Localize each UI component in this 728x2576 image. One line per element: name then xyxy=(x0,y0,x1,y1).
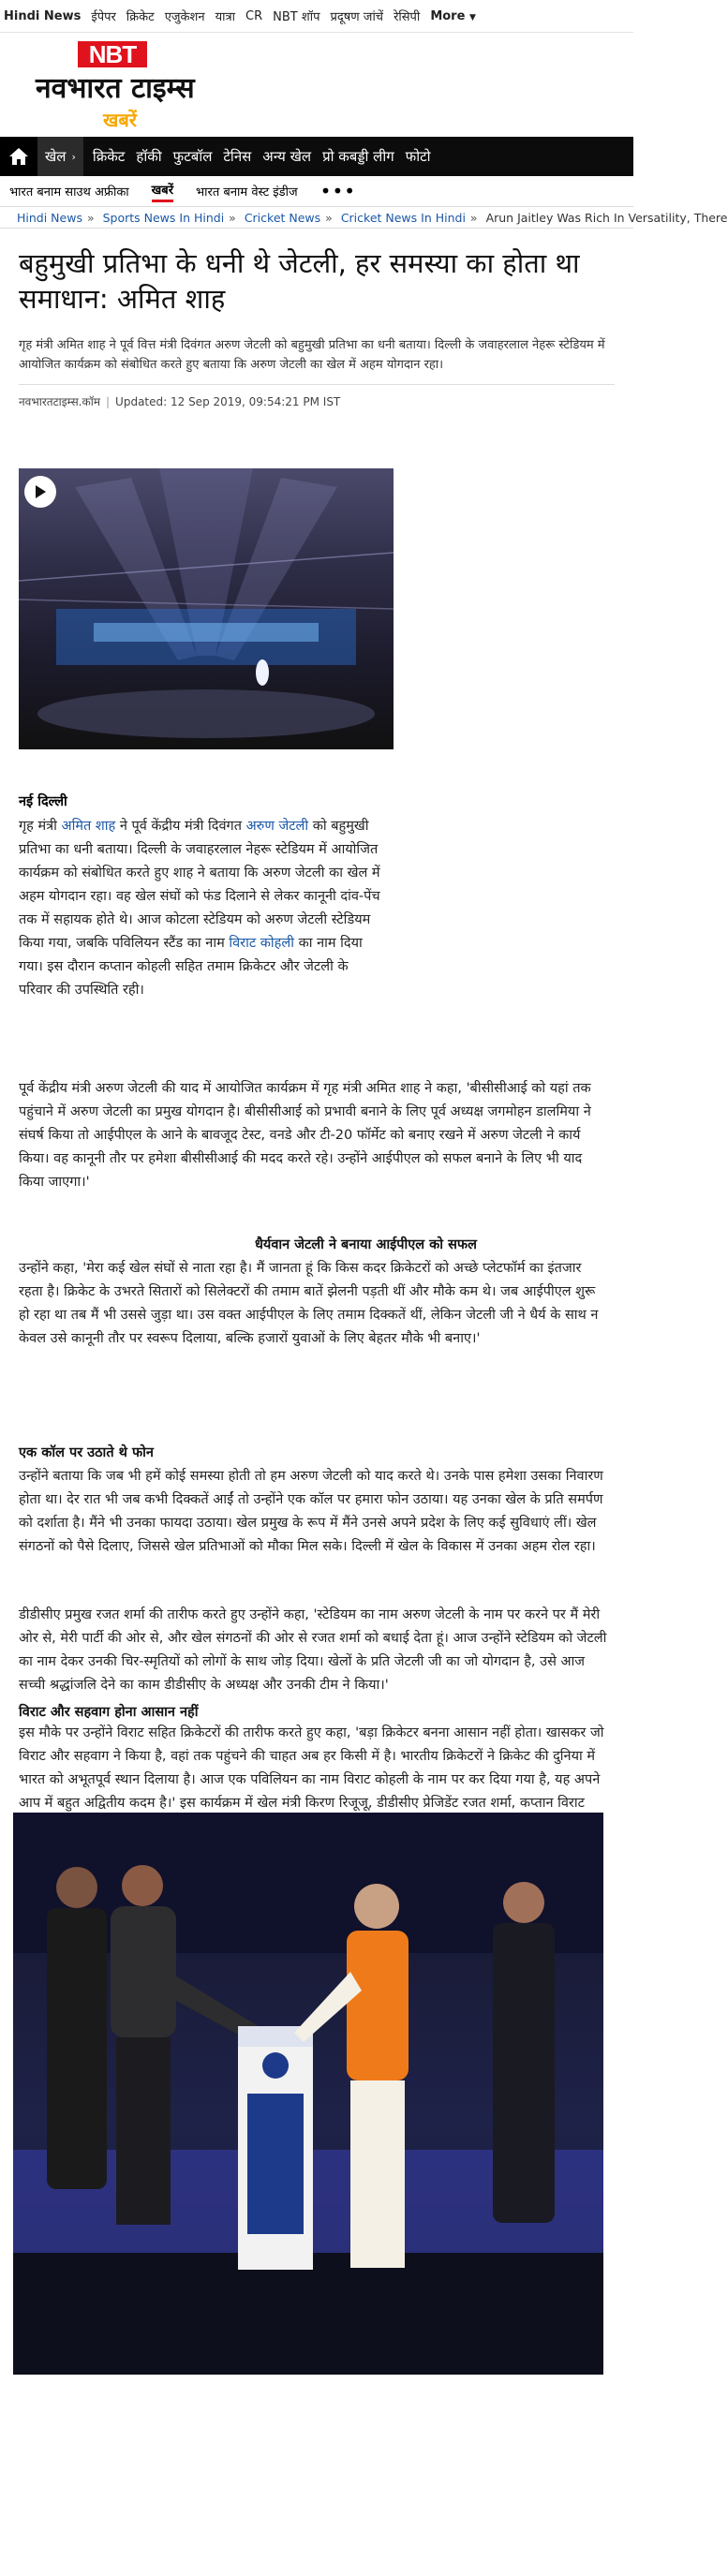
top-bar xyxy=(0,0,633,33)
article-paragraph: उन्होंने बताया कि जब भी हमें कोई समस्या होती तो हम अरुण जेटली को याद करते थे। उनके पास हमेशा उसका निवारण होता था। देर रात भी जब कभी दिक्कतें आईं तो उन्होंने एक कॉल पर हमारा फोन उठाया। यह उनका खेल के प्रति समर्पण को दर्शाता है। मैंने भी उनका फायदा उठाया। खेल प्रमुख के रूप में मैंने उनसे अपने प्रदेश के लिए कई सुविधाएं लीं। खेल संगठनों को पैसे दिलाए, जिससे खेल प्रतिभाओं को मौका मिल सके। दिल्ली में खेल के विकास में उनका अहम रोल रहा। xyxy=(19,1469,603,1554)
topbar-more-menu[interactable] xyxy=(430,9,476,23)
subnav-item-ind-vs-wi[interactable]: भारत बनाम वेस्ट इंडीज xyxy=(196,185,298,200)
logo-nbt-mark: NBT xyxy=(78,41,147,67)
subnav-item-news[interactable]: खबरें xyxy=(152,181,173,202)
nav-item-pro-kabaddi[interactable]: प्रो कबड्डी लीग xyxy=(322,148,394,165)
topbar-link-travel[interactable]: यात्रा xyxy=(215,10,236,24)
breadcrumb-separator-icon: » xyxy=(469,211,478,225)
nav-item-photo[interactable]: फोटो xyxy=(405,148,431,165)
link-amit-shah[interactable]: अमित शाह xyxy=(61,819,116,834)
event-photo-illustration xyxy=(13,1813,603,2375)
topbar-link-recipe[interactable]: रेसिपी xyxy=(394,10,421,24)
dateline: नई दिल्ली xyxy=(19,794,67,809)
article-paragraph xyxy=(19,815,384,1002)
nav-item-khel-label: खेल xyxy=(45,148,67,165)
topbar-link-epaper[interactable]: ईपेपर xyxy=(91,10,116,24)
home-button[interactable] xyxy=(0,137,37,176)
byline-divider: | xyxy=(106,395,111,408)
breadcrumb-separator-icon: » xyxy=(86,211,95,225)
article-photo xyxy=(13,1813,603,2375)
topbar-link-education[interactable]: एजुकेशन xyxy=(164,10,205,24)
breadcrumb-separator-icon: » xyxy=(229,211,236,225)
breadcrumb xyxy=(0,208,728,229)
nav-item-cricket[interactable]: क्रिकेट xyxy=(92,148,126,165)
video-thumbnail-stage xyxy=(19,468,394,749)
video-player[interactable] xyxy=(19,468,394,749)
nav-item-hockey[interactable]: हॉकी xyxy=(136,148,162,165)
article-subheading: एक कॉल पर उठाते थे फोन xyxy=(19,1445,154,1460)
article-paragraph: उन्होंने कहा, 'मेरा कई खेल संघों से नाता रहा है। मैं जानता हूं कि किस कदर क्रिकेटरों को अच्छे प्लेटफॉर्म का इंतजार रहता है। क्रिकेट के उभरते सितारों को सिलेक्टरों की तमाम बातें झेलनी पड़ती थीं और मौके कम थे। जब आईपीएल शुरू हो रहा था तब मैं भी उससे जुड़ा था। उस वक्त आईपीएल के लिए तमाम दिक्कतें थीं, लेकिन जेटली जी ने धैर्य के साथ न केवल उसे कानूनी तौर पर स्वरूप दिलाया, बल्कि हजारों युवाओं के लिए बेहतर मौके भी बनाए।' xyxy=(19,1261,599,1346)
paragraph-text: गृह मंत्री xyxy=(19,819,62,834)
article-paragraph: डीडीसीए प्रमुख रजत शर्मा की तारीफ करते हुए उन्होंने कहा, 'स्टेडियम का नाम अरुण जेटली के नाम पर करने पर मैं मेरी ओर से, मेरी पार्टी की ओर से, और खेल संगठनों की ओर से रजत शर्मा को बधाई देता हूं। आज उन्होंने स्टेडियम को जेटली का नाम देकर उनकी चिर-स्मृतियों को लोगों के साथ जोड़ दिया। खेलों के प्रति जेटली जी का जो योगदान है, उसे आज सच्ची श्रद्धांजलि देने का काम डीडीसीए के अध्यक्ष और उनकी टीम ने किया।' xyxy=(19,1607,607,1693)
article-subheading: विराट और सहवाग होना आसान नहीं xyxy=(19,1705,199,1720)
logo-site-name: नवभारत टाइम्स xyxy=(36,72,195,105)
site-logo[interactable] xyxy=(36,41,204,135)
nav-item-khel[interactable] xyxy=(37,137,83,176)
article-byline xyxy=(19,393,340,409)
play-icon xyxy=(34,484,47,499)
article-updated: Updated: 12 Sep 2019, 09:54:21 PM IST xyxy=(115,395,341,408)
breadcrumb-item[interactable]: Cricket News xyxy=(244,211,321,225)
article-paragraph: पूर्व केंद्रीय मंत्री अरुण जेटली की याद में आयोजित कार्यक्रम में गृह मंत्री अमित शाह ने कहा, 'बीसीसीआई को यहां तक पहुंचाने में अरुण जेटली का प्रमुख योगदान है। बीसीसीआई को प्रभावी बनाने के लिए पूर्व अध्यक्ष जगमोहन डालमिया ने संघर्ष किया तो आईपीएल के आने के बावजूद टेस्ट, वनडे और टी-20 फॉर्मेट को बनाए रखने में अरुण जेटली ने कार्य किया। वह कानूनी तौर पर हमेशा बीसीसीआई की मदद करते रहे। उन्होंने आईपीएल को सफल बनाने के लिए भी याद किया जाएगा।' xyxy=(19,1081,591,1190)
topbar-link-cricket[interactable]: क्रिकेट xyxy=(126,10,155,24)
article-subheading: धैर्यवान जेटली ने बनाया आईपीएल को सफल xyxy=(255,1237,477,1252)
paragraph-text: ने पूर्व केंद्रीय मंत्री दिवंगत xyxy=(115,819,246,834)
article-title: बहुमुखी प्रतिभा के धनी थे जेटली, हर समस्या का होता था समाधान: अमित शाह xyxy=(19,247,580,315)
topbar-link-nbt-shop[interactable]: NBT शॉप xyxy=(273,10,320,24)
video-play-button[interactable] xyxy=(24,476,56,508)
article-source[interactable]: नवभारतटाइम्स.कॉम xyxy=(19,395,100,408)
paragraph-text: को बहुमुखी प्रतिभा का धनी बताया। दिल्ली के जवाहरलाल नेहरू स्टेडियम में आयोजित कार्यक्रम को संबोधित करते हुए शाह ने बताया कि अरुण जेटली का खेल में अहम योगदान रहा। वह खेल संघों को फंड दिलाने से लेकर कानूनी दांव-पेंच तक में सहायक होते थे। आज कोटला स्टेडियम को अरुण जेटली स्टेडियम किया गया, जबकि पविलियन स्टैंड का नाम xyxy=(19,819,380,951)
paragraph-text: का नाम दिया गया। इस दौरान कप्तान कोहली सहित तमाम क्रिकेटर और जेटली के परिवार की उपस्थिति रही। xyxy=(19,936,363,998)
topbar-link-pollution[interactable]: प्रदूषण जांचें xyxy=(330,10,384,24)
more-dots-icon[interactable]: ••• xyxy=(319,180,357,202)
breadcrumb-item[interactable]: Sports News In Hindi xyxy=(102,211,225,225)
chevron-right-icon: › xyxy=(71,150,76,163)
breadcrumb-item[interactable]: Cricket News In Hindi xyxy=(340,211,466,225)
subnav-item-ind-vs-sa[interactable]: भारत बनाम साउथ अफ्रीका xyxy=(9,185,129,200)
nav-item-tennis[interactable]: टेनिस xyxy=(223,148,252,165)
topbar-link-cr[interactable]: CR xyxy=(245,8,263,23)
topbar-link-hindi-news[interactable]: Hindi News xyxy=(4,8,82,23)
breadcrumb-separator-icon: » xyxy=(325,211,333,225)
home-icon xyxy=(8,147,29,166)
nav-item-other-sports[interactable]: अन्य खेल xyxy=(262,148,312,165)
main-nav xyxy=(0,137,633,176)
link-arun-jaitley[interactable]: अरुण जेटली xyxy=(245,819,309,834)
link-virat-kohli[interactable]: विराट कोहली xyxy=(229,936,294,951)
nav-item-football[interactable]: फुटबॉल xyxy=(172,148,213,165)
article-paragraph: इस मौके पर उन्होंने विराट सहित क्रिकेटरों की तारीफ करते हुए कहा, 'बड़ा क्रिकेटर बनना आसान नहीं होता। खासकर जो विराट और सहवाग ने किया है, वहां तक पहुंचने की चाहत अब हर किसी में है। भारतीय क्रिकेटरों ने क्रिकेट की दुनिया में भारत को अभूतपूर्व स्थान दिलाया है। आज एक पविलियन का नाम विराट कोहली के नाम पर कर दिया गया है, यह अपने आप में बहुत अद्वितीय कदम है।' इस कार्यक्रम में खेल मंत्री किरण रिजूजू, डीडीसीए प्रेजिडेंट रजत शर्मा, कप्तान विराट xyxy=(19,1725,604,1811)
more-label: More xyxy=(430,8,466,23)
sub-nav xyxy=(0,176,633,207)
breadcrumb-current: Arun Jaitley Was Rich In Versatility, There xyxy=(485,211,728,225)
article-summary: गृह मंत्री अमित शाह ने पूर्व वित्त मंत्री दिवंगत अरुण जेटली को बहुमुखी प्रतिभा का धनी बताया। दिल्ली के जवाहरलाल नेहरू स्टेडियम में आयोजित कार्यक्रम को संबोधित करते हुए बताया कि अरुण जेटली का खेल में अहम योगदान रहा। xyxy=(19,335,615,385)
chevron-down-icon: ▼ xyxy=(468,12,476,22)
logo-section-name: खबरें xyxy=(103,109,137,131)
breadcrumb-item[interactable]: Hindi News xyxy=(17,211,82,225)
